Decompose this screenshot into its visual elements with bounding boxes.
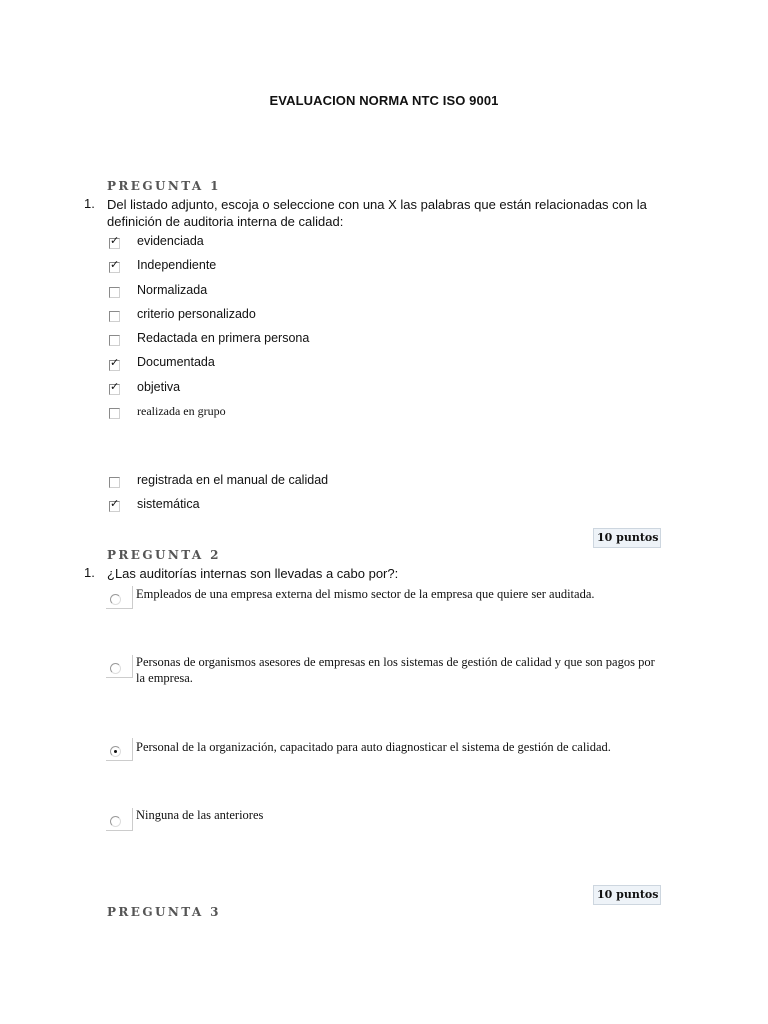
question-2-heading: PREGUNTA 2 [107, 548, 221, 562]
question-2-points-badge: 10 puntos [593, 885, 661, 905]
document-title: EVALUACION NORMA NTC ISO 9001 [269, 93, 499, 108]
option-label: realizada en grupo [137, 404, 226, 418]
check-icon: ✓ [110, 380, 120, 393]
check-icon: ✓ [110, 234, 120, 247]
option-label: Documentada [137, 355, 215, 369]
checkbox[interactable] [109, 311, 120, 322]
option-label: Independiente [137, 258, 217, 272]
radio-option-label: Personas de organismos asesores de empresas en los sistemas de gestión de calidad y que son pagos por la empresa. [136, 655, 655, 685]
checkbox[interactable] [109, 287, 120, 298]
radio-button[interactable] [110, 746, 121, 757]
radio-selected-dot [114, 750, 117, 753]
checkbox[interactable] [109, 356, 120, 371]
radio-option[interactable] [106, 808, 133, 831]
question-2-number: 1. [84, 565, 95, 580]
option-label: Normalizada [137, 283, 208, 297]
radio-option-label: Personal de la organización, capacitado para auto diagnosticar el sistema de gestión de calidad. [136, 740, 611, 754]
radio-option[interactable] [106, 655, 133, 678]
radio-button[interactable] [110, 663, 121, 674]
checkbox[interactable] [109, 335, 120, 346]
check-icon: ✓ [110, 258, 120, 271]
option-label: registrada en el manual de calidad [137, 473, 329, 487]
radio-option-label: Empleados de una empresa externa del mismo sector de la empresa que quiere ser auditada. [136, 587, 595, 601]
check-icon: ✓ [110, 356, 120, 369]
question-3-heading: PREGUNTA 3 [107, 905, 221, 919]
option-label: objetiva [137, 380, 181, 394]
check-icon: ✓ [110, 497, 120, 510]
question-2-text: ¿Las auditorías internas son llevadas a cabo por?: [107, 566, 399, 581]
question-1-number: 1. [84, 196, 95, 211]
radio-option[interactable] [106, 738, 133, 761]
question-1-points-badge: 10 puntos [593, 528, 661, 548]
checkbox[interactable] [109, 497, 120, 512]
checkbox[interactable] [109, 477, 120, 488]
question-1-heading: PREGUNTA 1 [107, 179, 221, 193]
radio-button[interactable] [110, 594, 121, 605]
radio-option-label: Ninguna de las anteriores [136, 808, 264, 822]
option-label: criterio personalizado [137, 307, 256, 321]
checkbox[interactable] [109, 380, 120, 395]
checkbox[interactable] [109, 234, 120, 249]
radio-button[interactable] [110, 816, 121, 827]
checkbox[interactable] [109, 408, 120, 419]
question-1-text: Del listado adjunto, escoja o seleccione con una X las palabras que están relacionadas con la definición de auditoria interna de calidad: [107, 197, 647, 229]
option-label: sistemática [137, 497, 200, 511]
option-label: evidenciada [137, 234, 204, 248]
radio-option[interactable] [106, 586, 133, 609]
option-label: Redactada en primera persona [137, 331, 310, 345]
checkbox[interactable] [109, 258, 120, 273]
